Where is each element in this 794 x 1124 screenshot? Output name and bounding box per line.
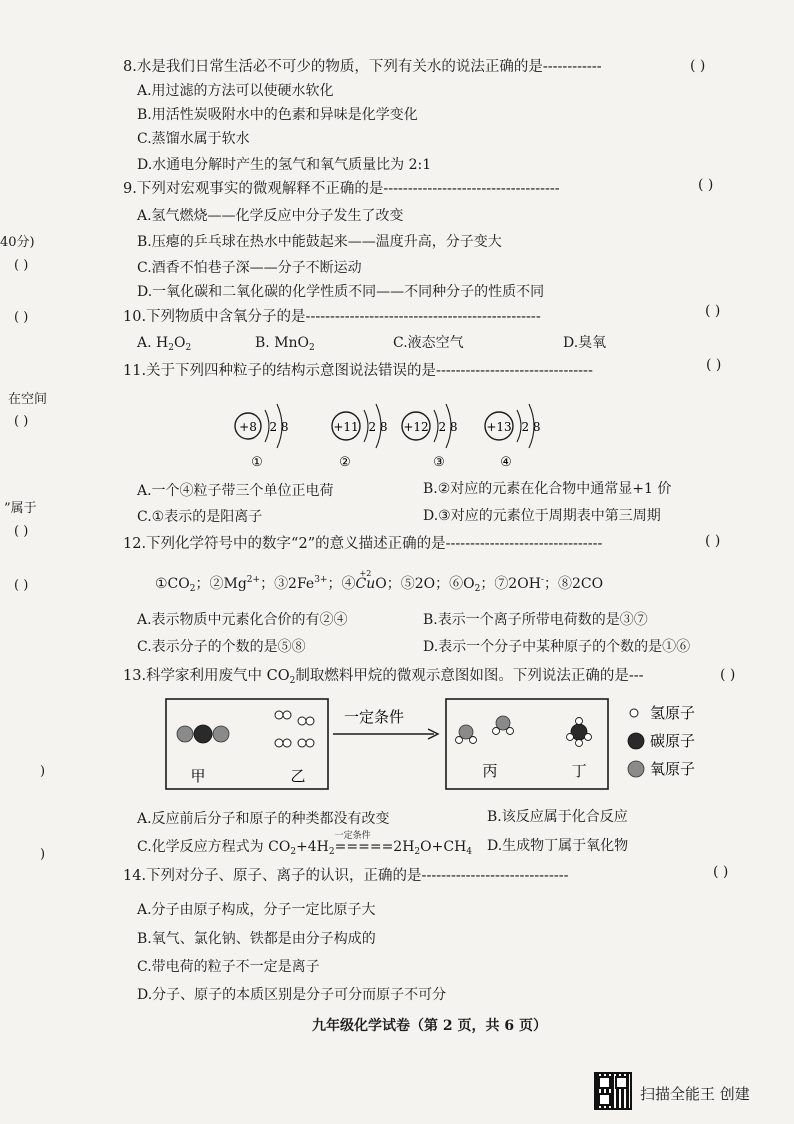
option-b: B.表示一个离子所带电荷数的是③⑦	[423, 612, 648, 628]
scanner-brand-label: 扫描全能王 创建	[640, 1085, 750, 1103]
margin-fragment-paren: )	[40, 847, 46, 862]
subscript: 2	[289, 676, 296, 686]
option-a-formula: A. H	[137, 335, 169, 351]
answer-paren: ( )	[698, 177, 714, 193]
option-c: C.表示分子的个数的是⑤⑧	[137, 639, 306, 655]
option-a: A.表示物质中元素化合价的有②④	[137, 612, 348, 628]
answer-paren: ( )	[690, 58, 706, 74]
particle-nucleus: +12	[403, 420, 429, 434]
margin-fragment-paren: ( )	[14, 258, 29, 273]
question-stem	[123, 667, 644, 690]
separator: ；	[543, 576, 558, 592]
margin-fragment-space: 在空间	[8, 392, 48, 407]
reaction-micro-diagram	[160, 696, 720, 800]
separator: ；	[327, 576, 342, 592]
particle-nucleus: +8	[239, 420, 257, 434]
legend	[628, 704, 695, 778]
question-stem: 8.水是我们日常生活必不可少的物质，下列有关水的说法正确的是------------	[123, 59, 602, 75]
option-a	[137, 334, 191, 357]
question-stem: 10.下列物质中含氧分子的是------------------------------------------------	[123, 309, 541, 325]
legend-carbon: 碳原子	[650, 732, 696, 750]
option-b: B.该反应属于化合反应	[487, 809, 628, 825]
option-c: C.①表示的是阳离子	[137, 509, 263, 525]
particle-electrons: 2 8	[368, 420, 388, 434]
symbol-4-o: O；	[375, 576, 401, 592]
reaction-condition: 一定条件	[343, 708, 405, 726]
option-d: D.水通电分解时产生的氢气和氧气质量比为 2:1	[137, 157, 432, 173]
equation-part: 2H	[393, 839, 415, 855]
equation-sign: =====	[334, 839, 394, 855]
option-a: A.氢气燃烧——化学反应中分子发生了改变	[137, 208, 404, 224]
h2-molecules	[275, 711, 314, 747]
label-yi: 乙	[290, 767, 306, 785]
subscript: 2	[185, 343, 192, 353]
subscript: 2	[309, 343, 315, 353]
particle-index: ④	[500, 455, 512, 470]
reaction-arrow	[333, 708, 438, 739]
stem-text: 13.科学家利用废气中 CO	[123, 668, 290, 684]
symbol-4-cu: Cu	[355, 576, 376, 592]
option-a: A.分子由原子构成，分子一定比原子大	[137, 902, 376, 918]
equation-prefix: C.化学反应方程式为 CO	[137, 839, 291, 855]
superscript: 3+	[314, 575, 328, 585]
answer-paren: ( )	[705, 533, 721, 549]
option-a: A.一个④粒子带三个单位正电荷	[137, 483, 334, 499]
margin-fragment-paren: ( )	[14, 524, 29, 539]
subscript: 4	[466, 847, 473, 857]
legend-oxygen: 氧原子	[650, 760, 696, 778]
particle-1	[235, 404, 289, 470]
subscript: 2	[474, 584, 481, 594]
option-d: D.分子、原子的本质区别是分子可分而原子不可分	[137, 987, 447, 1003]
option-b: B.氧气、氯化钠、铁都是由分子构成的	[137, 931, 376, 947]
option-b: B.用活性炭吸附水中的色素和异味是化学变化	[137, 107, 418, 123]
particle-electrons: 2 8	[521, 420, 541, 434]
option-b: B.压瘪的乒乓球在热水中能鼓起来——温度升高，分子变大	[137, 234, 502, 250]
particle-nucleus: +13	[486, 420, 512, 434]
subscript: 2	[290, 847, 297, 857]
symbol-4: ④	[341, 576, 356, 592]
answer-paren: ( )	[706, 357, 722, 373]
label-ding: 丁	[571, 762, 587, 780]
page-footer: 九年级化学试卷（第 2 页，共 6 页）	[312, 1018, 547, 1034]
particle-electrons: 2 8	[269, 420, 289, 434]
symbol-3: ③2Fe	[274, 576, 315, 592]
option-c	[137, 831, 473, 861]
option-c: C.酒香不怕巷子深——分子不断运动	[137, 260, 362, 276]
option-d: D.生成物丁属于氧化物	[487, 838, 629, 854]
symbol-8: ⑧2CO	[557, 576, 604, 592]
qr-code-icon	[596, 1074, 630, 1108]
subscript: 2	[414, 847, 421, 857]
particle-index: ①	[251, 455, 263, 470]
separator: ；	[480, 576, 495, 592]
particle-index: ②	[339, 455, 351, 470]
question-stem: 14.下列对分子、原子、离子的认识，正确的是------------------------------	[123, 868, 569, 884]
legend-hydrogen: 氢原子	[650, 704, 696, 722]
symbol-6: ⑥O	[449, 576, 475, 592]
answer-paren: ( )	[705, 303, 721, 319]
separator: ；	[260, 576, 275, 592]
separator: ；	[195, 576, 210, 592]
option-b: B.②对应的元素在化合物中通常显+1 价	[423, 481, 672, 497]
option-b-formula: B. MnO	[255, 335, 310, 351]
question-stem: 9.下列对宏观事实的微观解释不正确的是------------------------------------	[123, 181, 560, 197]
option-c: C.带电荷的粒子不一定是离子	[137, 959, 320, 975]
particle-electrons: 2 8	[438, 420, 458, 434]
equation-part: O+CH	[420, 839, 467, 855]
atomic-structure-diagrams	[225, 392, 565, 472]
equation-part: +4H	[296, 839, 329, 855]
answer-paren: ( )	[720, 667, 736, 683]
option-a-formula: O	[173, 335, 186, 351]
particle-nucleus: +11	[333, 420, 359, 434]
question-stem: 11.关于下列四种粒子的结构示意图说法错误的是--------------------------------	[123, 363, 593, 379]
option-d: D.臭氧	[563, 335, 607, 351]
label-bing: 丙	[482, 762, 498, 780]
margin-fragment-belongs: ”属于	[4, 501, 37, 516]
question-stem: 12.下列化学符号中的数字“2”的意义描述正确的是--------------------------------	[123, 536, 603, 552]
valence-mark: +2	[359, 569, 372, 578]
option-c: C.蒸馏水属于软水	[137, 131, 250, 147]
particle-3	[402, 404, 458, 470]
subscript: 2	[189, 584, 196, 594]
equation-condition: 一定条件	[334, 831, 371, 841]
option-b	[255, 334, 315, 357]
superscript: 2+	[246, 575, 261, 585]
symbol-2: ②Mg	[209, 576, 247, 592]
h2o-molecule	[456, 716, 514, 744]
answer-paren: ( )	[713, 864, 729, 880]
symbol-1: ①CO	[155, 576, 190, 592]
option-d: D.③对应的元素位于周期表中第三周期	[423, 508, 661, 524]
particle-2	[332, 404, 388, 470]
margin-fragment-paren: ( )	[14, 578, 29, 593]
stem-text: 制取燃料甲烷的微观示意图如图。下列说法正确的是---	[295, 668, 644, 684]
option-d: D.一氧化碳和二氧化碳的化学性质不同——不同种分子的性质不同	[137, 284, 545, 300]
subscript: 2	[328, 847, 335, 857]
co2-molecule	[177, 725, 229, 743]
margin-fragment-score: 40分)	[0, 235, 35, 250]
label-jia: 甲	[190, 767, 206, 785]
symbol-7: ⑦2OH	[494, 576, 541, 592]
option-c: C.液态空气	[393, 335, 464, 351]
option-a: A.反应前后分子和原子的种类都没有改变	[137, 811, 390, 827]
chemical-symbols-list	[155, 571, 603, 598]
margin-fragment-paren: ( )	[14, 414, 29, 429]
option-d: D.表示一个分子中某种原子的个数的是①⑥	[423, 639, 691, 655]
symbol-5: ⑤2O；	[400, 576, 450, 592]
superscript: -	[540, 575, 544, 585]
particle-index: ③	[433, 455, 445, 470]
subscript: 2	[168, 343, 174, 353]
ch4-molecule	[567, 718, 592, 747]
margin-fragment-paren: ( )	[14, 310, 29, 325]
option-a: A.用过滤的方法可以使硬水软化	[137, 83, 334, 99]
margin-fragment-paren: )	[40, 764, 46, 779]
particle-4	[485, 404, 541, 470]
